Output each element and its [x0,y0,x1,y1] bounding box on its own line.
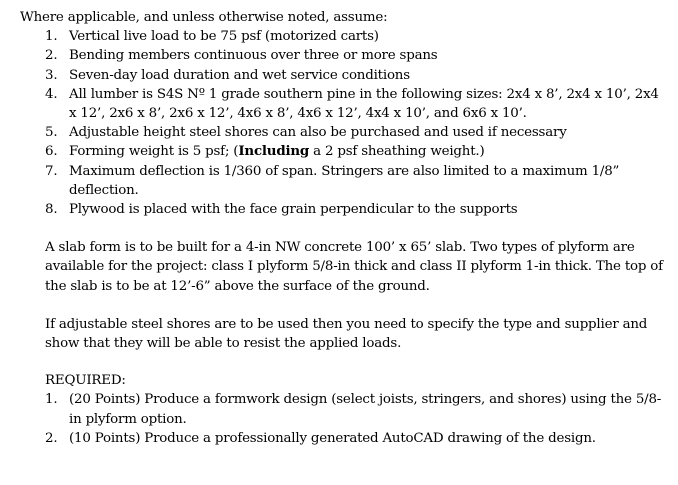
list-item: 7. Maximum deflection is 1/360 of span. Stringers are also limited to a maximum 1/8” deflection. [45,163,620,198]
list-item: 3. Seven-day load duration and wet service conditions [45,67,410,83]
list-item: 1. Vertical live load to be 75 psf (motorized carts) [45,29,379,45]
list-item: 1. (20 Points) Produce a formwork design (select joists, stringers, and shores) using the 5/8-in plyform option. [45,392,662,427]
assumptions-list [20,27,668,219]
list-item: 5. Adjustable height steel shores can also be purchased and used if necessary [45,125,567,141]
spacer [20,353,668,371]
spacer [20,296,668,315]
list-item: 6. Forming weight is 5 psf; (Including a 2 psf sheathing weight.) [45,143,485,160]
required-heading: REQUIRED: [45,373,126,389]
list-item: 8. Plywood is placed with the face grain perpendicular to the supports [45,202,518,218]
spacer [20,219,668,238]
intro-line: Where applicable, and unless otherwise noted, assume: [20,10,388,25]
list-item: 2. (10 Points) Produce a professionally generated AutoCAD drawing of the design. [45,430,596,446]
list-item: 2. Bending members continuous over three or more spans [45,48,438,64]
emphasis-including: Including [238,143,310,160]
list-item: 4. All lumber is S4S Nº 1 grade southern pine in the following sizes: 2x4 x 8’, 2x4 x 10’, 2x4 x 12’, 2x6 x 8’, 2x6 x 12’, 4x6 x 8’, 4x6 x 12’, 4x4 x 10’, and 6x6 x 10’. [45,86,659,122]
shores-paragraph: If adjustable steel shores are to be used then you need to specify the type and supplier and show that they will be able to resist the applied loads. [45,316,648,352]
required-list [20,390,668,448]
slab-description-paragraph: A slab form is to be built for a 4-in NW concrete 100’ x 65’ slab. Two types of plyform are available for the project: class I plyform 5/8-in thick and class II plyform 1-in thick. The top of the slab is to be at 12’-6” above the surface of the ground. [45,240,663,294]
